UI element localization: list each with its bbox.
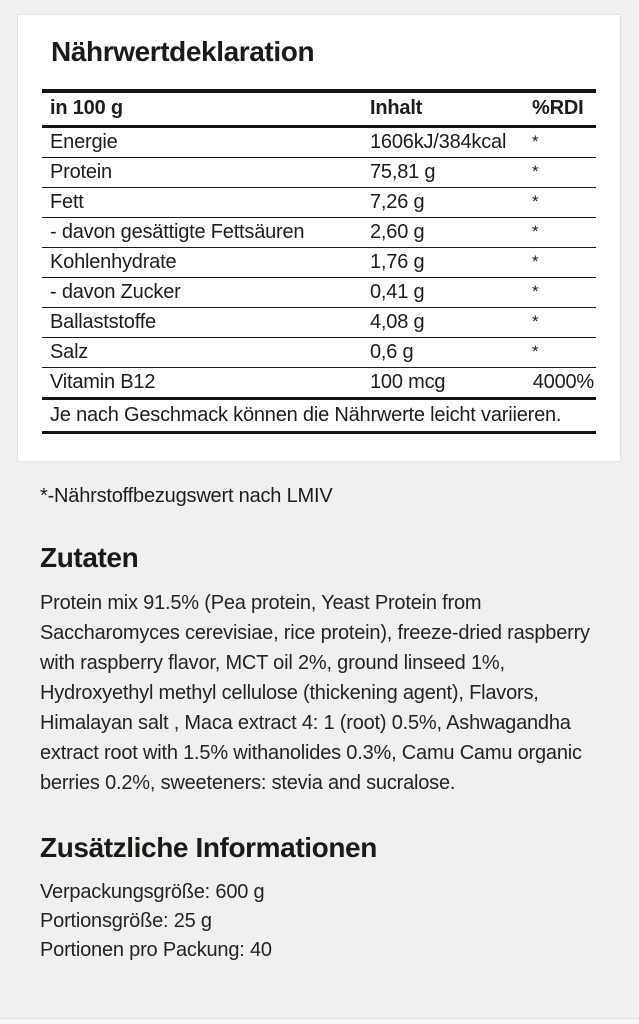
table-footnote-row xyxy=(42,399,596,433)
nutrition-row xyxy=(42,188,596,218)
additional-info-line: Verpackungsgröße: 600 g xyxy=(40,881,265,903)
nutrition-cell-rdi: * xyxy=(524,218,596,248)
nutrition-declaration-card xyxy=(17,14,621,462)
nutrition-cell-value: 100 mcg xyxy=(362,368,524,399)
nutrition-cell-label: Ballaststoffe xyxy=(42,308,362,338)
nutrition-row xyxy=(42,158,596,188)
ingredients-text: Protein mix 91.5% (Pea protein, Yeast Protein from Saccharomyces cerevisiae, rice protein), freeze-dried raspberry with raspberry flavor, MCT oil 2%, ground linseed 1%, Hydroxyethyl methyl cellulose (thickening agent), Flavors, Himalayan salt , Maca extract 4: 1 (root) 0.5%, Ashwagandha extract root with 1.5% withanolides 0.3%, Camu Camu organic berries 0.2%, sweeteners: stevia and sucralose. xyxy=(40,592,590,794)
table-footnote-cell xyxy=(42,399,596,433)
additional-info-list xyxy=(40,878,612,965)
nutrition-cell-value: 4,08 g xyxy=(362,308,524,338)
rdi-reference-note: *-Nährstoffbezugswert nach LMIV xyxy=(40,485,333,507)
nutrition-cell-label: Kohlenhydrate xyxy=(42,248,362,278)
nutrition-cell-value: 0,6 g xyxy=(362,338,524,368)
nutrition-table-header xyxy=(42,91,596,127)
nutrition-row xyxy=(42,338,596,368)
nutrition-cell-rdi: * xyxy=(524,278,596,308)
nutrition-cell-value: 0,41 g xyxy=(362,278,524,308)
nutrition-cell-rdi: * xyxy=(524,158,596,188)
additional-info-line: Portionsgröße: 25 g xyxy=(40,910,212,932)
nutrition-row xyxy=(42,308,596,338)
nutrition-table-body xyxy=(42,127,596,399)
nutrition-cell-rdi: * xyxy=(524,188,596,218)
nutrition-cell-rdi: * xyxy=(524,248,596,278)
nutrition-cell-label: - davon gesättigte Fettsäuren xyxy=(42,218,362,248)
nutrition-cell-label: Vitamin B12 xyxy=(42,368,362,399)
nutrition-cell-rdi: * xyxy=(524,308,596,338)
table-footnote-text: Je nach Geschmack können die Nährwerte leicht variieren. xyxy=(50,404,562,426)
nutrition-table-footer xyxy=(42,399,596,433)
nutrition-cell-label: Fett xyxy=(42,188,362,218)
details-section xyxy=(40,485,612,965)
nutrition-row xyxy=(42,218,596,248)
nutrition-title: Nährwertdeklaration xyxy=(51,36,315,67)
nutrition-cell-label: Protein xyxy=(42,158,362,188)
additional-info-line: Portionen pro Packung: 40 xyxy=(40,939,272,961)
nutrition-table xyxy=(42,89,596,434)
nutrition-cell-value: 7,26 g xyxy=(362,188,524,218)
nutrition-row xyxy=(42,248,596,278)
nutrition-cell-label: Energie xyxy=(42,127,362,158)
ingredients-title: Zutaten xyxy=(40,542,139,573)
nutrition-row xyxy=(42,278,596,308)
nutrition-cell-rdi: * xyxy=(524,127,596,158)
column-header-rdi: %RDI xyxy=(524,91,596,127)
nutrition-cell-value: 1606kJ/384kcal xyxy=(362,127,524,158)
header-row xyxy=(42,91,596,127)
nutrition-row xyxy=(42,368,596,399)
nutrition-cell-value: 2,60 g xyxy=(362,218,524,248)
nutrition-row xyxy=(42,127,596,158)
column-header-content: Inhalt xyxy=(362,91,524,127)
additional-info-title: Zusätzliche Informationen xyxy=(40,832,377,863)
column-header-per-100g: in 100 g xyxy=(42,91,362,127)
nutrition-cell-value: 1,76 g xyxy=(362,248,524,278)
nutrition-cell-label: Salz xyxy=(42,338,362,368)
nutrition-cell-rdi: 4000% xyxy=(524,368,596,399)
nutrition-cell-rdi: * xyxy=(524,338,596,368)
nutrition-cell-label: - davon Zucker xyxy=(42,278,362,308)
nutrition-cell-value: 75,81 g xyxy=(362,158,524,188)
